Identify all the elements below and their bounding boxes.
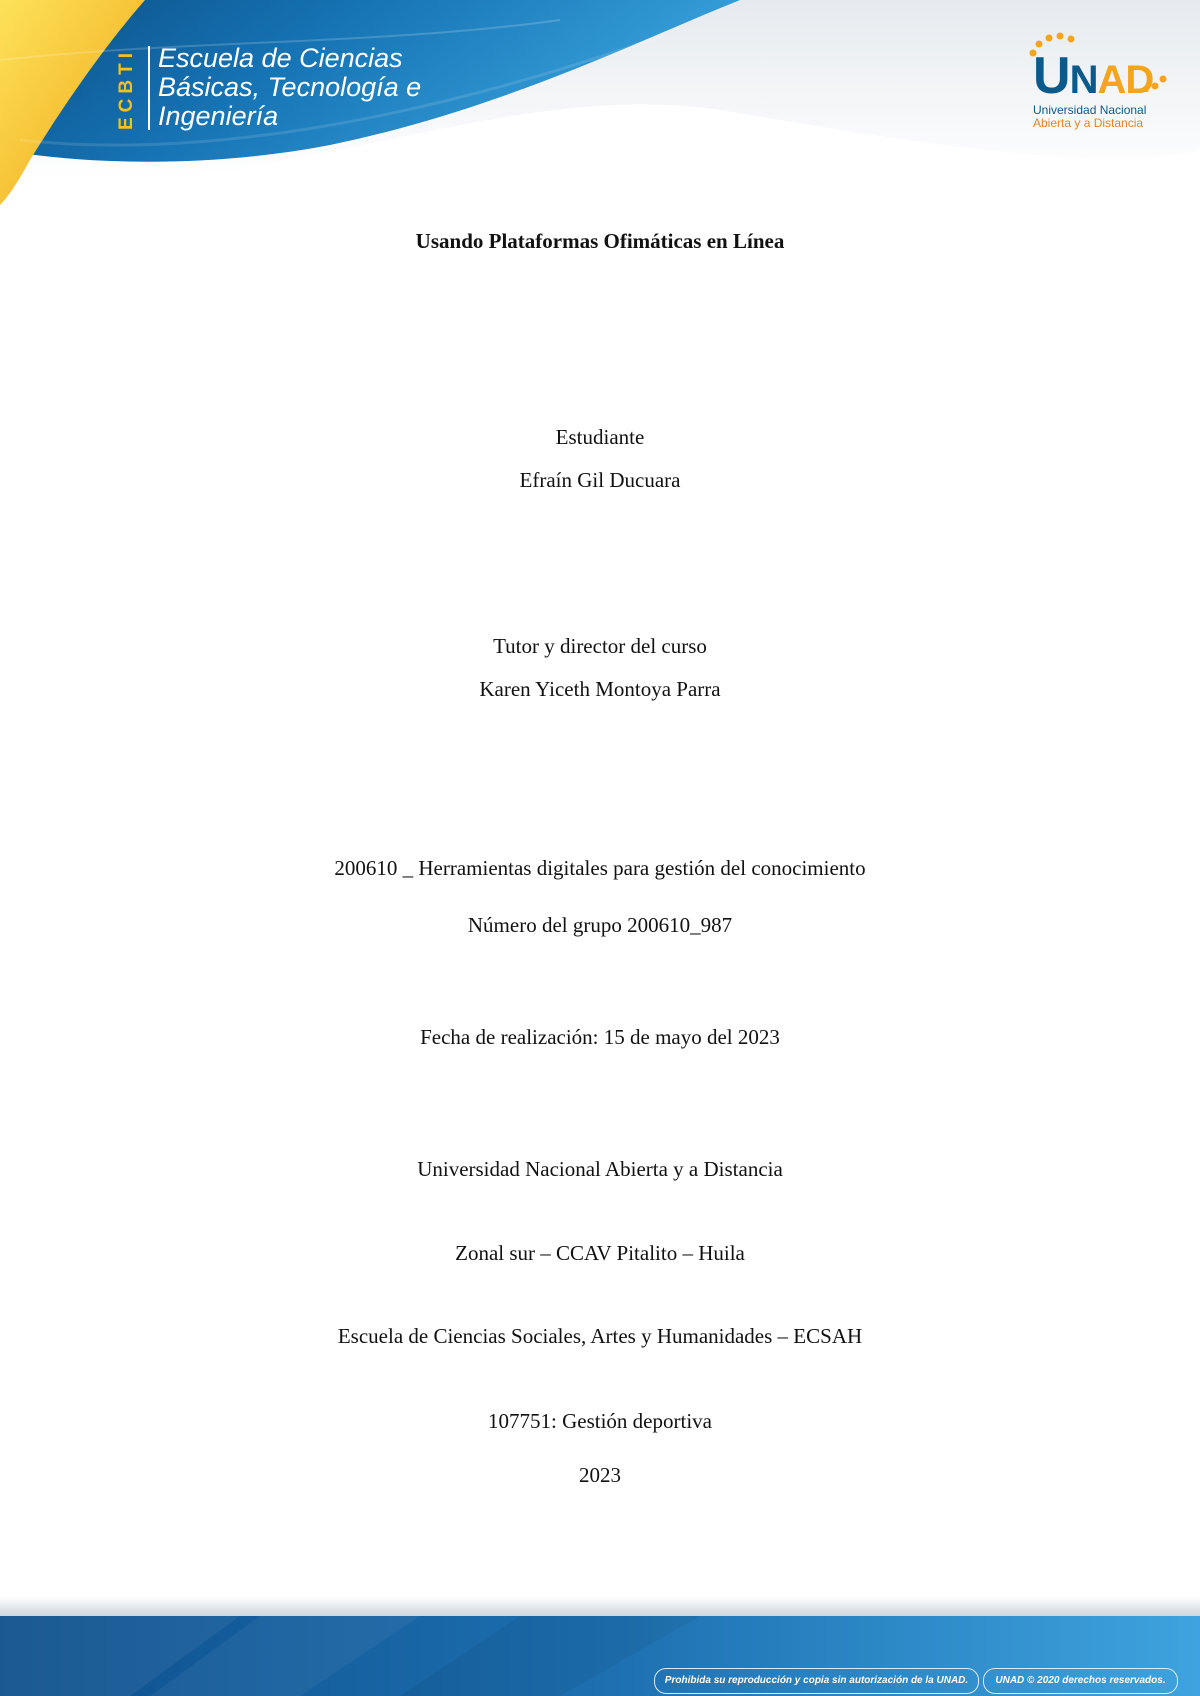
unad-tagline-line2: Abierta y a Distancia [1033,116,1144,130]
program-info: 107751: Gestión deportiva [488,1409,712,1433]
tutor-name: Karen Yiceth Montoya Parra [479,677,721,701]
school-name [158,44,421,131]
completion-date: Fecha de realización: 15 de mayo del 2023 [420,1025,780,1049]
zone-info: Zonal sur – CCAV Pitalito – Huila [455,1241,745,1265]
tutor-label: Tutor y director del curso [493,634,707,658]
unad-tagline [1033,104,1146,130]
university-name: Universidad Nacional Abierta y a Distancia [417,1157,783,1181]
unad-wordmark: UNAD [1033,47,1154,105]
group-number: Número del grupo 200610_987 [467,913,733,937]
school-name-line: Escuela de Ciencias [158,43,403,73]
school-info: Escuela de Ciencias Sociales, Artes y Humanidades – ECSAH [337,1324,863,1348]
document-title: Usando Plataformas Ofimáticas en Línea [415,229,785,253]
course-name: 200610 _ Herramientas digitales para gestión del conocimiento [334,856,866,880]
school-name-line: Ingeniería [158,101,279,131]
school-acronym: ECBTI [116,48,137,130]
unad-tagline-line1: Universidad Nacional [1033,103,1147,117]
header-separator [148,46,150,130]
footer-copyright: UNAD © 2020 derechos reservados. [983,1668,1178,1694]
student-label: Estudiante [555,425,645,449]
unad-logo [1025,32,1175,132]
document-year: 2023 [579,1463,621,1487]
school-name-line: Básicas, Tecnología e [158,72,422,102]
footer-notice: Prohibida su reproducción y copia sin autorización de la UNAD. [654,1668,979,1694]
student-name: Efraín Gil Ducuara [519,468,681,492]
